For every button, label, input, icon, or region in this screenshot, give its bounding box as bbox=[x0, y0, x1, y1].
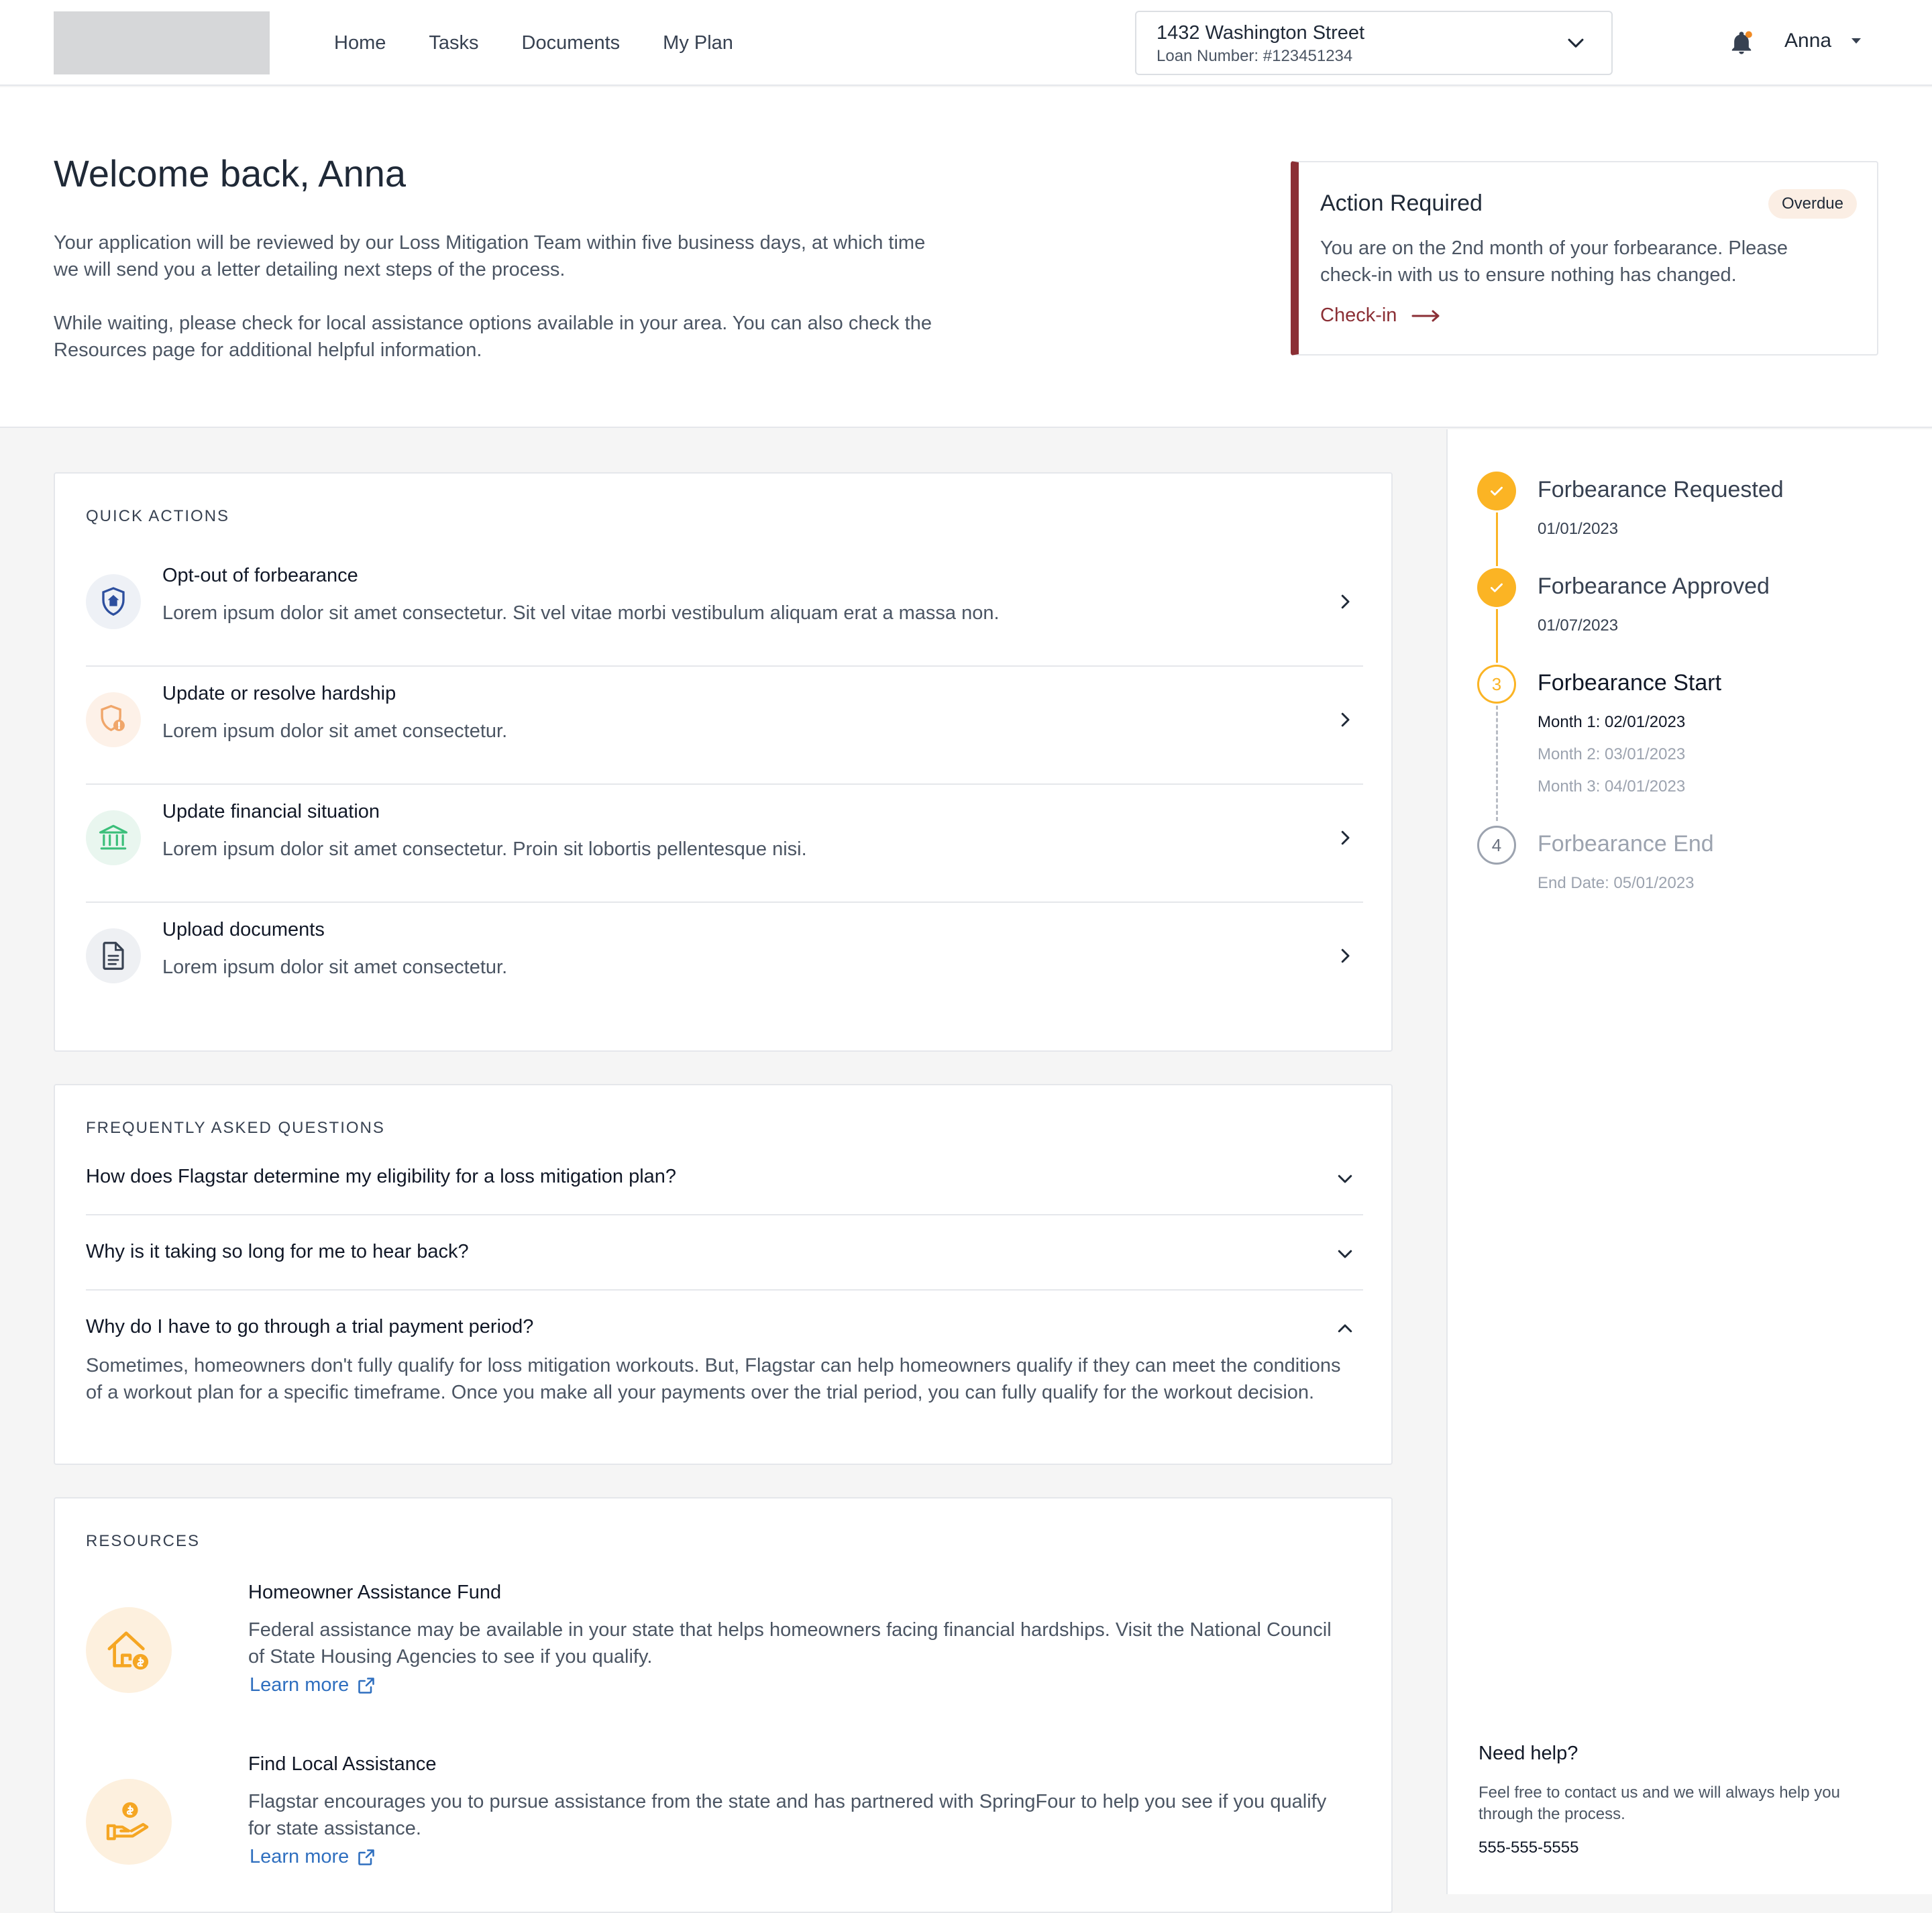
learn-more-label: Learn more bbox=[250, 1674, 350, 1696]
loan-number: Loan Number: #123451234 bbox=[1157, 47, 1353, 65]
learn-more-link[interactable] bbox=[250, 1674, 376, 1696]
external-link-icon bbox=[357, 1848, 376, 1867]
learn-more-link[interactable] bbox=[250, 1846, 376, 1868]
quick-action-upload-documents[interactable] bbox=[86, 903, 1363, 1021]
quick-actions-card bbox=[54, 472, 1393, 1052]
need-help-body: Feel free to contact us and we will always help you through the process. bbox=[1479, 1784, 1840, 1823]
welcome-section bbox=[0, 87, 1932, 428]
faq-card bbox=[54, 1084, 1393, 1465]
action-required-title: Action Required bbox=[1320, 190, 1483, 216]
quick-actions-title: QUICK ACTIONS bbox=[86, 507, 230, 525]
chevron-down-icon bbox=[1564, 32, 1587, 55]
faq-item-hear-back[interactable] bbox=[86, 1215, 1363, 1291]
support-phone-link[interactable]: 555-555-5555 bbox=[1479, 1839, 1579, 1857]
quick-action-description: Lorem ipsum dolor sit amet consectetur. bbox=[162, 720, 508, 742]
loan-selector[interactable] bbox=[1135, 11, 1613, 75]
faq-answer: Sometimes, homeowners don't fully qualify for loss mitigation workouts. But, Flagstar can help homeowners qualify if they can meet the conditions of a workout plan for a specific timeframe. Once you make all your payments over the trial period, you can fully qualify for the workout decision. bbox=[86, 1355, 1341, 1403]
quick-action-title: Opt-out of forbearance bbox=[162, 565, 358, 586]
timeline-step-month-3: Month 3: 04/01/2023 bbox=[1538, 777, 1686, 796]
resource-title: Find Local Assistance bbox=[248, 1753, 437, 1775]
chevron-right-icon bbox=[1335, 710, 1355, 730]
status-badge: Overdue bbox=[1768, 189, 1857, 219]
shield-home-icon bbox=[86, 574, 141, 629]
action-required-card bbox=[1291, 161, 1878, 356]
notification-bell-icon[interactable] bbox=[1728, 30, 1755, 56]
resources-title: RESOURCES bbox=[86, 1532, 201, 1550]
resource-local-assistance bbox=[86, 1744, 1363, 1892]
faq-question: Why is it taking so long for me to hear back? bbox=[86, 1241, 469, 1262]
arrow-right-icon bbox=[1411, 309, 1441, 323]
action-required-body: You are on the 2nd month of your forbearance. Please check-in with us to ensure nothing has changed. bbox=[1320, 237, 1788, 286]
external-link-icon bbox=[357, 1676, 376, 1695]
chevron-down-icon bbox=[1335, 1168, 1355, 1189]
chevron-right-icon bbox=[1335, 946, 1355, 966]
resource-description: Flagstar encourages you to pursue assistance from the state and has partnered with SpringFour to help you see if you qualify for state assistance. bbox=[248, 1791, 1327, 1839]
welcome-paragraph-1: Your application will be reviewed by our Loss Mitigation Team within five business days, at which time we will send you a letter detailing next steps of the process. bbox=[54, 232, 926, 280]
quick-action-title: Update or resolve hardship bbox=[162, 683, 396, 704]
top-navigation-bar bbox=[0, 0, 1932, 86]
faq-item-eligibility[interactable] bbox=[86, 1140, 1363, 1215]
need-help-title: Need help? bbox=[1479, 1743, 1578, 1764]
main-nav bbox=[334, 0, 776, 86]
step-number-marker: 4 bbox=[1477, 826, 1516, 865]
timeline-step-date: 01/01/2023 bbox=[1538, 520, 1619, 538]
nav-home[interactable]: Home bbox=[334, 32, 386, 54]
quick-action-title: Upload documents bbox=[162, 919, 325, 940]
timeline-step-title: Forbearance End bbox=[1538, 831, 1714, 857]
timeline-step-title: Forbearance Requested bbox=[1538, 477, 1784, 502]
quick-action-description: Lorem ipsum dolor sit amet consectetur. bbox=[162, 956, 508, 978]
resource-homeowner-assistance bbox=[86, 1572, 1363, 1720]
timeline-connector bbox=[1496, 609, 1498, 663]
timeline-step-date: 01/07/2023 bbox=[1538, 616, 1619, 635]
welcome-title: Welcome back, Anna bbox=[54, 152, 407, 195]
faq-item-trial-period[interactable] bbox=[86, 1291, 1363, 1348]
faq-question: Why do I have to go through a trial payment period? bbox=[86, 1316, 534, 1337]
timeline-step-title: Forbearance Approved bbox=[1538, 573, 1770, 599]
bank-icon bbox=[86, 810, 141, 865]
need-help-section bbox=[1479, 1743, 1894, 1857]
quick-action-update-hardship[interactable] bbox=[86, 667, 1363, 785]
caret-down-icon bbox=[1850, 37, 1862, 45]
quick-action-description: Lorem ipsum dolor sit amet consectetur. Sit vel vitae morbi vestibulum aliquam erat a massa non. bbox=[162, 602, 1000, 624]
chevron-right-icon bbox=[1335, 828, 1355, 848]
shield-alert-icon bbox=[86, 692, 141, 747]
plan-timeline-panel bbox=[1446, 429, 1932, 1894]
quick-action-opt-out[interactable] bbox=[86, 549, 1363, 667]
nav-my-plan[interactable]: My Plan bbox=[663, 32, 733, 54]
chevron-right-icon bbox=[1335, 592, 1355, 612]
brand-logo-placeholder[interactable] bbox=[54, 11, 270, 74]
chevron-up-icon bbox=[1335, 1319, 1355, 1339]
resource-title: Homeowner Assistance Fund bbox=[248, 1582, 502, 1603]
timeline-step-month-2: Month 2: 03/01/2023 bbox=[1538, 745, 1686, 763]
quick-action-update-financial[interactable] bbox=[86, 785, 1363, 903]
quick-action-title: Update financial situation bbox=[162, 801, 380, 822]
check-in-link[interactable] bbox=[1320, 305, 1441, 327]
step-number-marker: 3 bbox=[1477, 665, 1516, 704]
check-icon bbox=[1477, 472, 1516, 510]
user-menu[interactable] bbox=[1784, 30, 1862, 52]
resource-description: Federal assistance may be available in your state that helps homeowners facing financial hardships. Visit the National Council of State Housing Agencies to see if you qualify. bbox=[248, 1619, 1332, 1668]
quick-action-description: Lorem ipsum dolor sit amet consectetur. Proin sit lobortis pellentesque nisi. bbox=[162, 838, 807, 860]
check-in-label: Check-in bbox=[1320, 305, 1397, 326]
learn-more-label: Learn more bbox=[250, 1846, 350, 1867]
timeline-step-month-1: Month 1: 02/01/2023 bbox=[1538, 713, 1686, 731]
welcome-paragraph-2: While waiting, please check for local assistance options available in your area. You can also check the Resources page for additional helpful information. bbox=[54, 313, 932, 361]
check-icon bbox=[1477, 568, 1516, 607]
document-icon bbox=[86, 928, 141, 983]
chevron-down-icon bbox=[1335, 1244, 1355, 1264]
timeline-connector bbox=[1496, 512, 1498, 566]
resources-card bbox=[54, 1497, 1393, 1913]
timeline-step-title: Forbearance Start bbox=[1538, 670, 1722, 696]
loan-address: 1432 Washington Street bbox=[1157, 22, 1365, 44]
faq-question: How does Flagstar determine my eligibility for a loss mitigation plan? bbox=[86, 1166, 677, 1187]
house-dollar-icon bbox=[86, 1607, 172, 1693]
timeline-step-end-date: End Date: 05/01/2023 bbox=[1538, 874, 1695, 892]
nav-documents[interactable]: Documents bbox=[521, 32, 621, 54]
user-name: Anna bbox=[1784, 30, 1832, 52]
hand-coin-icon bbox=[86, 1779, 172, 1865]
timeline-connector bbox=[1496, 706, 1498, 821]
nav-tasks[interactable]: Tasks bbox=[429, 32, 479, 54]
faq-title: FREQUENTLY ASKED QUESTIONS bbox=[86, 1119, 385, 1137]
